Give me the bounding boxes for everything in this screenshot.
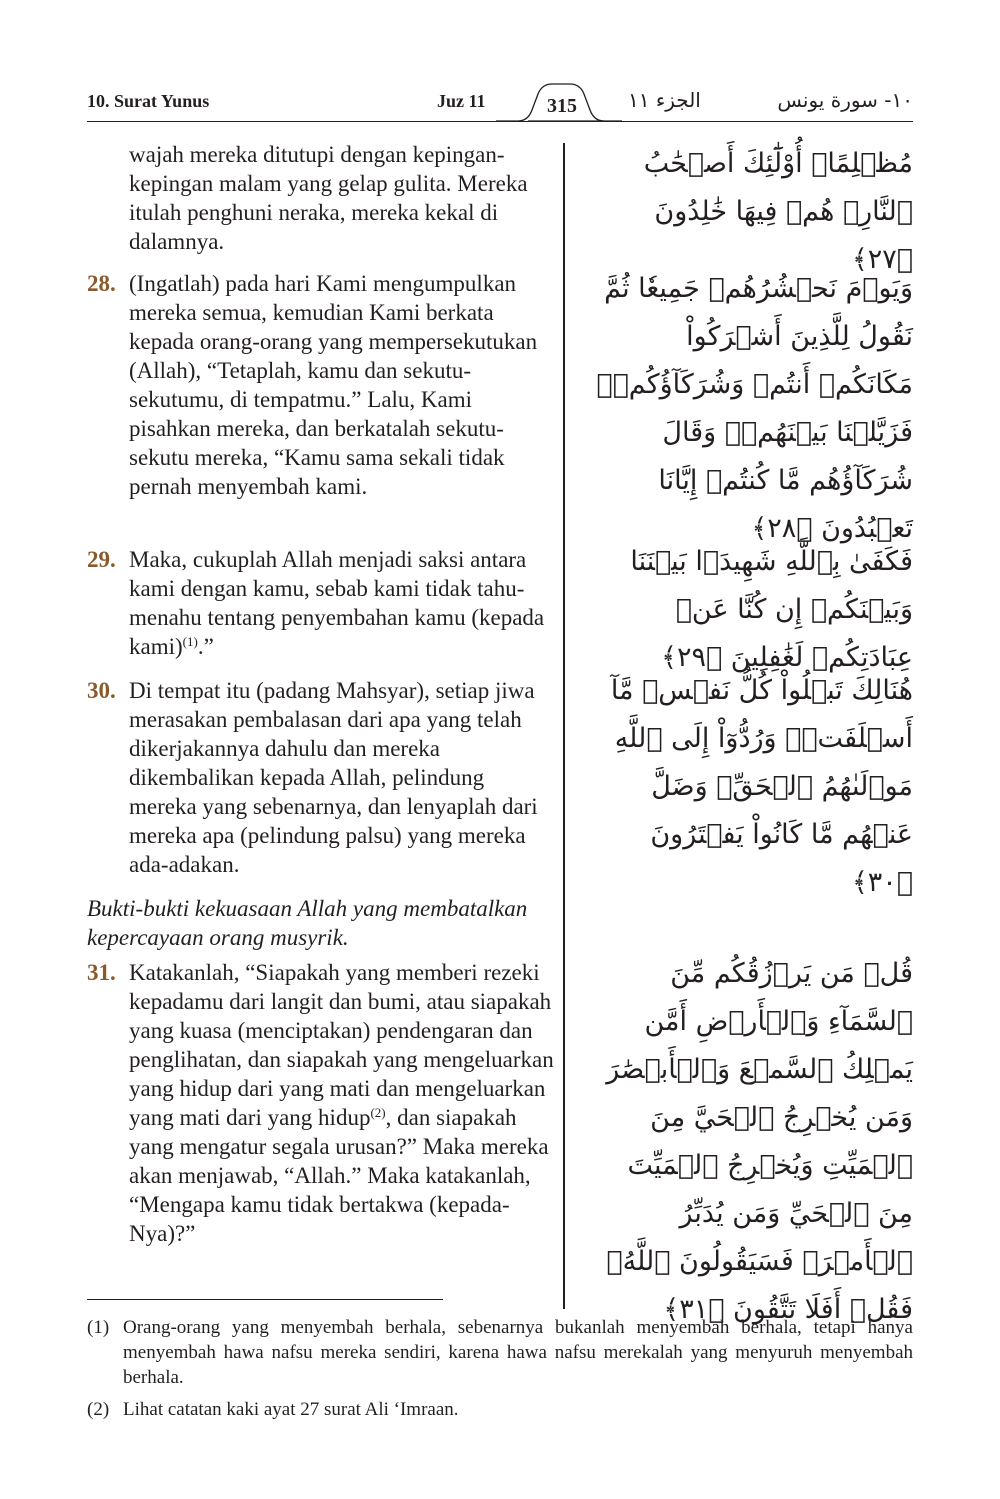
- footnote-mark: (1): [182, 634, 198, 649]
- verse-text: Di tempat itu (padang Mahsyar), setiap jiwa merasakan pembalasan dari apa yang telah dikerjakannya dahulu dan mereka dikembalikan kepada Allah, pelindung mereka yang sebenarnya, dan lenyaplah dari mereka apa (pelindung palsu) yang mereka ada-adakan.: [129, 678, 538, 877]
- verse-text: Maka, cukuplah Allah menjadi saksi antara kami dengan kamu, sebab kami tidak tahu-menahu tentang penyembahan kamu (kepada kami): [129, 547, 545, 659]
- page-number: 315: [547, 95, 577, 117]
- verse-text: Katakanlah, “Siapakah yang memberi rezeki kepadamu dari langit dan bumi, atau siapakah yang kuasa (menciptakan) pendengaran dan penglihatan, dan siapakah yang mengeluarkan yang hidup dari yang mati dan mengeluarkan yang mati dari yang hidup: [129, 960, 554, 1130]
- footnote-2: [87, 1397, 913, 1422]
- arabic-verse-30: هُنَالِكَ تَبۡلُواْ كُلُّ نَفۡسٖ مَّآ أَسۡلَفَتۡۚ وَرُدُّوٓاْ إِلَى ٱللَّهِ مَوۡلَىٰهُمُ ٱلۡحَقِّۖ وَضَلَّ عَنۡهُم مَّا كَانُواْ يَفۡتَرُونَ ﴿٣٠﴾: [610, 675, 913, 898]
- column-divider: [563, 143, 565, 1309]
- arabic-verse-28: وَيَوۡمَ نَحۡشُرُهُمۡ جَمِيعٗا ثُمَّ نَقُولُ لِلَّذِينَ أَشۡرَكُواْ مَكَانَكُمۡ أَنتُمۡ وَشُرَكَآؤُكُمۡۚ فَزَيَّلۡنَا بَيۡنَهُمۡۖ وَقَالَ شُرَكَآؤُهُم مَّا كُنتُمۡ إِيَّانَا تَعۡبُدُونَ ﴿٢٨﴾: [596, 273, 913, 544]
- verse-text: wajah mereka ditutupi dengan kepingan-kepingan malam yang gelap gulita. Mereka itulah penghuni neraka, mereka kekal di dalamnya.: [129, 142, 528, 254]
- footnote-mark: (2): [370, 1105, 386, 1120]
- verse-number: 28.: [87, 271, 116, 296]
- surah-title-latin: 10. Surat Yunus: [87, 91, 210, 111]
- footnote-text: Orang-orang yang menyembah berhala, sebenarnya bukanlah menyembah berhala, tetapi hanya menyembah hawa nafsu mereka sendiri, karena hawa nafsu merekalah yang menyuruh menyembah berhala.: [123, 1317, 913, 1388]
- footnote-rule: [87, 1299, 443, 1300]
- verse-number: 29.: [87, 547, 116, 572]
- verse-30: [87, 676, 557, 879]
- verse-27-continuation: [129, 140, 559, 256]
- verse-31: [87, 958, 557, 1248]
- arabic-verse-27: مُظۡلِمًاۚ أُوْلَٰٓئِكَ أَصۡحَٰبُ ٱلنَّارِۖ هُمۡ فِيهَا خَٰلِدُونَ ﴿٢٧﴾: [643, 148, 913, 275]
- verse-28: [87, 269, 557, 501]
- arabic-verse-31: قُلۡ مَن يَرۡزُقُكُم مِّنَ ٱلسَّمَآءِ وَٱلۡأَرۡضِ أَمَّن يَمۡلِكُ ٱلسَّمۡعَ وَٱلۡأَبۡصَٰرَ وَمَن يُخۡرِجُ ٱلۡحَيَّ مِنَ ٱلۡمَيِّتِ وَيُخۡرِجُ ٱلۡمَيِّتَ مِنَ ٱلۡحَيِّ وَمَن يُدَبِّرُ ٱلۡأَمۡرَۚ فَسَيَقُولُونَ ٱللَّهُۚ فَقُلۡ أَفَلَا تَتَّقُونَ ﴿٣١﴾: [606, 958, 913, 1325]
- footnote-1: [87, 1315, 913, 1390]
- header-rule: [87, 121, 913, 122]
- verse-number: 31.: [87, 960, 116, 985]
- footnote-number: (1): [87, 1317, 110, 1338]
- juz-label-arabic: الجزء ١١: [628, 88, 701, 112]
- arabic-verse-29: فَكَفَىٰ بِٱللَّهِ شَهِيدَۢا بَيۡنَنَا وَبَيۡنَكُمۡ إِن كُنَّا عَنۡ عِبَادَتِكُمۡ لَغَٰفِلِينَ ﴿٢٩﴾: [630, 546, 913, 673]
- verse-number: 30.: [87, 678, 116, 703]
- footnote-number: (2): [87, 1399, 110, 1420]
- verse-text: (Ingatlah) pada hari Kami mengumpulkan mereka semua, kemudian Kami berkata kepada orang-orang yang mempersekutukan (Allah), “Tetaplah, kamu dan sekutu-sekutumu, di tempatmu.” Lalu, Kami pisahkan mereka, dan berkatalah sekutu-sekutu mereka, “Kamu sama sekali tidak pernah menyembah kami.: [129, 271, 538, 499]
- juz-label-latin: Juz 11: [437, 91, 486, 111]
- verse-text-end: , dan siapakah yang mengatur segala urusan?” Maka mereka akan menjawab, “Allah.” Maka katakanlah, “Mengapa kamu tidak bertakwa (kepada-Nya)?”: [129, 1105, 549, 1246]
- verse-text-end: .”: [197, 634, 214, 659]
- verse-29: [87, 545, 557, 661]
- section-heading: Bukti-bukti kekuasaan Allah yang membatalkan kepercayaan orang musyrik.: [87, 896, 528, 950]
- footnote-text: Lihat catatan kaki ayat 27 surat Ali ‘Imraan.: [123, 1399, 459, 1420]
- surah-title-arabic: ١٠- سورة يونس: [777, 88, 913, 112]
